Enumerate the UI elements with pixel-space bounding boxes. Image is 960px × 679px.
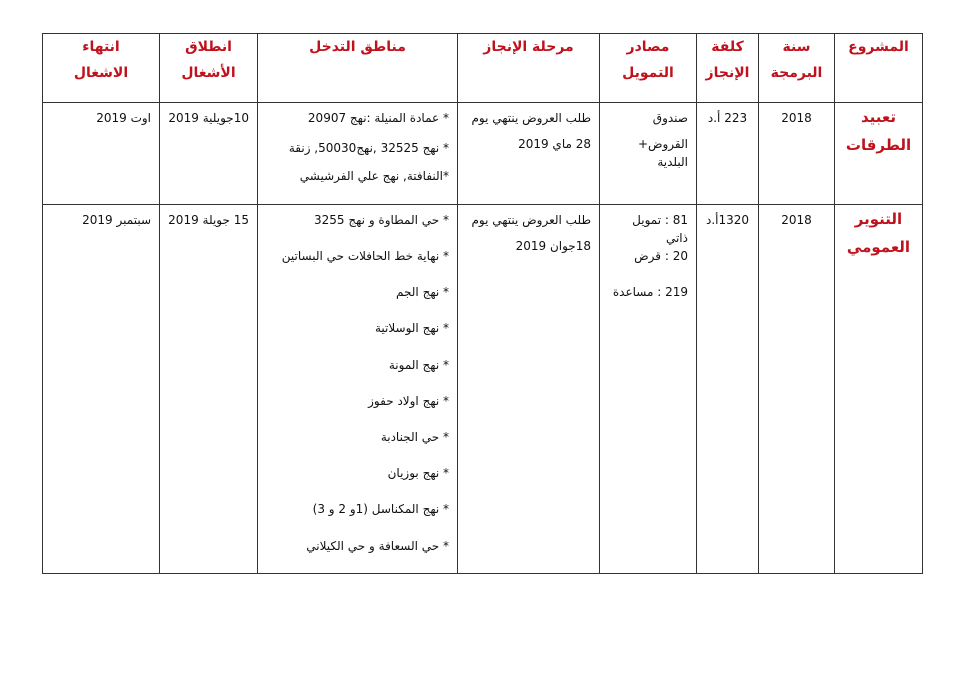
end-cell: سبتمبر 2019 [43, 205, 160, 574]
cost-cell: 223 أ.د [697, 103, 759, 205]
list-item: *النفافتة, نهج علي الفرشيشي [299, 169, 449, 183]
header-end: انتهاء الاشغال [43, 34, 160, 103]
header-funding: مصادر التمويل [600, 34, 697, 103]
header-stage: مرحلة الإنجاز [458, 34, 600, 103]
header-year: سنة البرمجة [759, 34, 835, 103]
year-cell: 2018 [759, 205, 835, 574]
header-areas: مناطق التدخل [258, 34, 458, 103]
project-name: تعبيد الطرقات [835, 103, 923, 205]
list-item: * نهاية خط الحافلات حي البساتين [281, 249, 449, 263]
funding-cell: صندوق القروض+ البلدية [600, 103, 697, 205]
table-row [43, 205, 923, 574]
list-item: * حي الجنادبة [380, 429, 449, 444]
list-item: * نهج المونة [388, 357, 449, 372]
list-item: * حي السعافة و حي الكيلاني [306, 538, 449, 553]
header-start: انطلاق الأشغال [160, 34, 258, 103]
list-item: 81 : تمويل ذاتي [632, 213, 688, 245]
year-cell: 2018 [759, 103, 835, 205]
projects-table [42, 33, 923, 574]
table-row [43, 103, 923, 205]
stage-cell: طلب العروض ينتهي يوم 18جوان 2019 [458, 205, 600, 574]
funding-cell [600, 205, 697, 574]
list-item: * حي المطاوة و نهج 3255 [314, 213, 449, 227]
areas-cell [258, 205, 458, 574]
list-item: 20 : قرض [634, 249, 688, 264]
header-project: المشروع [835, 34, 923, 103]
start-cell: 15 جويلة 2019 [160, 205, 258, 574]
end-cell: اوت 2019 [43, 103, 160, 205]
cost-cell: 1320أ.د [697, 205, 759, 574]
header-cost: كلفة الإنجاز [697, 34, 759, 103]
project-name: التنوير العمومي [835, 205, 923, 574]
list-item: * نهج 32525 ,نهج50030, زنقة [288, 141, 449, 155]
list-item: * نهج اولاد حفوز [368, 393, 449, 408]
header-row [43, 34, 923, 103]
stage-cell: طلب العروض ينتهي يوم 28 ماي 2019 [458, 103, 600, 205]
list-item: * نهج الجم [396, 285, 449, 300]
list-item: 219 : مساعدة [612, 285, 688, 300]
list-item: * نهج بوزيان [387, 466, 449, 481]
start-cell: 10جويلية 2019 [160, 103, 258, 205]
list-item: * نهج الوسلاتية [374, 321, 449, 336]
list-item: * نهج المكناسل (1و 2 و 3) [312, 502, 449, 517]
list-item: * عمادة المنيلة :نهج 20907 [307, 111, 449, 125]
areas-cell [258, 103, 458, 205]
